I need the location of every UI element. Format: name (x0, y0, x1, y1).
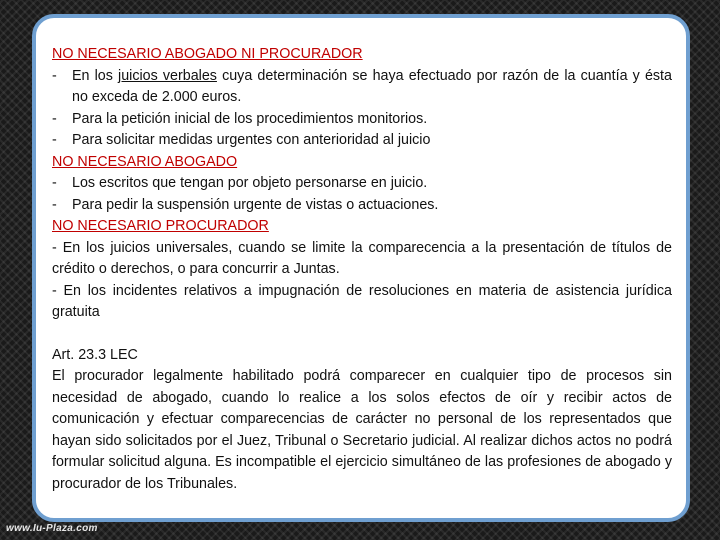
section-heading-no-abogado: NO NECESARIO ABOGADO (52, 153, 238, 170)
slide-card (32, 14, 690, 522)
watermark: www.Iu-Plaza.com (6, 523, 98, 534)
emphasis-text: juicios universales (110, 239, 229, 256)
list-item-text (72, 130, 672, 152)
emphasis-text: medidas urgentes (158, 132, 273, 148)
text-run: Para la (72, 110, 122, 127)
list-dash: - (52, 110, 57, 127)
list-dash: - (52, 67, 57, 84)
list-item-text (72, 109, 672, 131)
emphasis-text: incidentes relativos a impugnación de resoluciones en materia de asistencia jurídica gratuita (52, 282, 672, 320)
emphasis-text: personarse en juicio. (295, 175, 428, 191)
text-run: , cuando se limite la comparecencia a la presentación de títulos de crédito o derechos, o para concurrir a Juntas. (52, 239, 672, 277)
list-item-text (72, 195, 672, 217)
paragraph (52, 238, 672, 281)
text-run: Para pedir la (72, 196, 158, 213)
list-item (52, 66, 672, 109)
article-title: Art. 23.3 LEC (52, 346, 138, 363)
text-run: de los procedimientos (210, 110, 358, 127)
list-dash: - (52, 196, 57, 213)
text-run: de vistas o actuaciones. (281, 196, 439, 213)
text-run: cuya determinación se haya efectuado por razón de la cuantía y ésta no exceda de 2.000 euros. (72, 67, 672, 105)
section-heading-no-procurador: NO NECESARIO PROCURADOR (52, 218, 269, 234)
text-run: Para solicitar (72, 132, 159, 148)
list-item-text (72, 66, 672, 109)
underlined-text: juicios verbales (118, 67, 217, 84)
text-run: Los escritos que tengan por objeto (72, 175, 296, 191)
article-body: El procurador legalmente habilitado podrá comparecer en cualquier tipo de procesos sin necesidad de abogado, cuando lo realice a los solos efectos de oír y recibir actos de comunicación y efectuar comparecencias de carácter no personal de los representados que hayan sido solicitados por el Juez, Tribunal o Secretario judicial. Al realizar dichos actos no podrá formular solicitud alguna. Es incompatible el ejercicio simultáneo de las profesiones de abogado y procurador de los Tribunales. (52, 368, 672, 492)
list-item (52, 130, 672, 152)
list-item (52, 109, 672, 131)
list-dash: - (52, 132, 57, 148)
text-run: - En los (52, 239, 111, 256)
list-item (52, 173, 672, 195)
paragraph (52, 281, 672, 324)
spacer (52, 324, 672, 345)
text-run: - En los (52, 282, 113, 299)
emphasis-text: monitorios. (357, 110, 428, 127)
text-run: En los (72, 67, 119, 84)
emphasis-text: petición inicial (121, 110, 211, 127)
section-heading-no-abogado-ni-procurador: NO NECESARIO ABOGADO NI PROCURADOR (52, 46, 363, 62)
list-dash: - (52, 175, 57, 191)
list-item (52, 195, 672, 217)
text-run: con anterioridad al juicio (272, 132, 431, 148)
emphasis-text: suspensión urgente (157, 196, 282, 213)
list-item-text (72, 173, 672, 195)
